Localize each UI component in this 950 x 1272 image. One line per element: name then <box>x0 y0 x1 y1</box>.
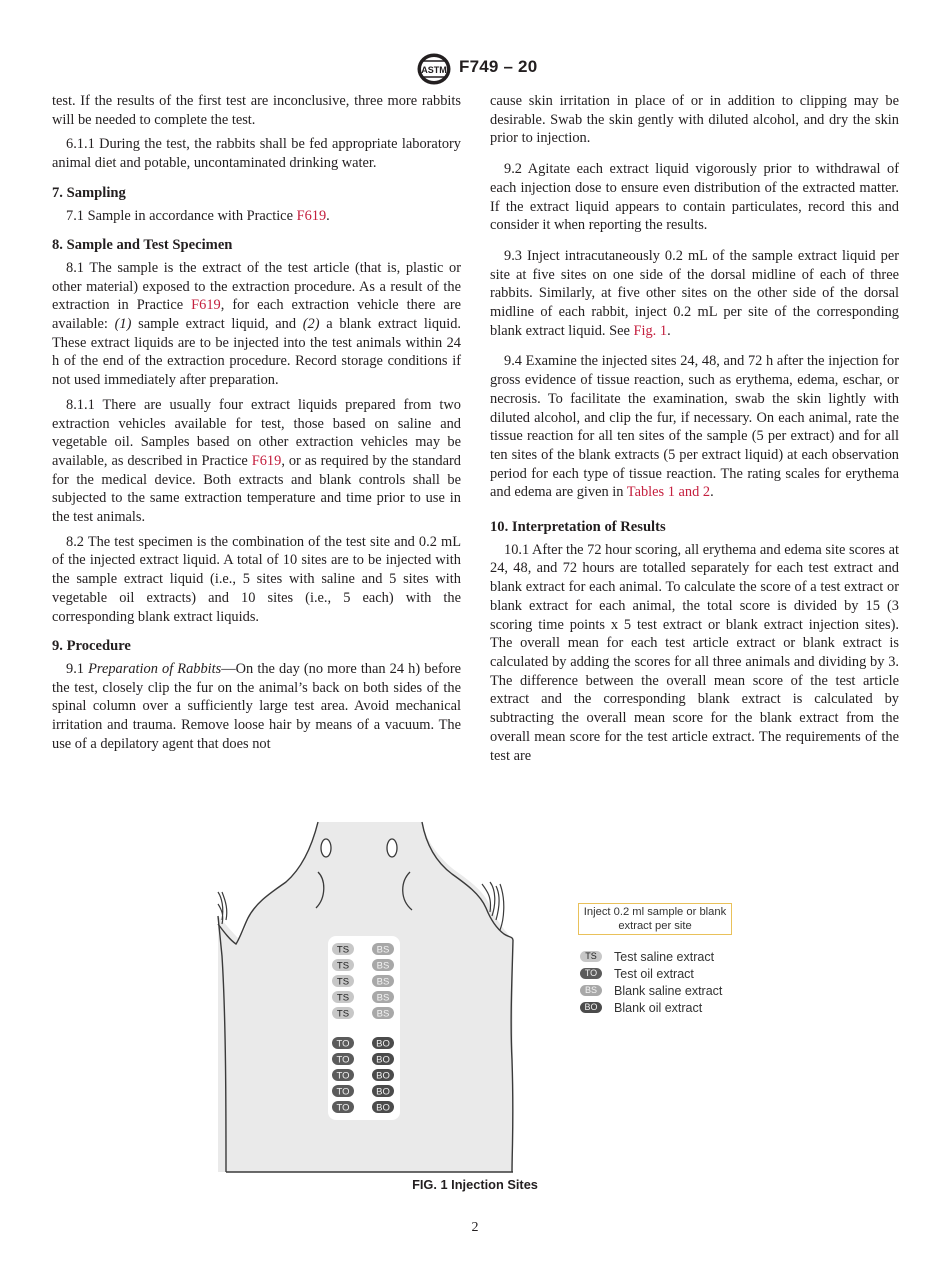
legend-item <box>580 982 722 999</box>
site-label: BS <box>376 944 390 956</box>
link-fig-1[interactable]: Fig. 1 <box>633 322 668 339</box>
left-eye-icon <box>321 839 331 857</box>
heading-10-interpretation: 10. Interpretation of Results <box>490 519 666 536</box>
legend-label: Test oil extract <box>614 966 694 981</box>
paragraph-8-1-1: 8.1.1 There are usually four extract liquids prepared from two extraction vehicles available for test, those based on saline and vegetable oil. Samples based on other extraction vehicles may be available, as described in Practice F619, or as required by the standard for the medical device. Both extracts and blank controls shall be subjected to the same extraction temperature and time prior to use in the test animals. <box>52 396 462 526</box>
paragraph-10-1: 10.1 After the 72 hour scoring, all erythema and edema site scores at 24, 48, and 72 hours are totalled separately for each test extract and blank extract for each animal. To calculate the score of a test extract or blank extract for each animal, the total score is divided by 15 (3 scoring time points x 5 test extract or blank extract injection sites). The overall mean for each test article extract or blank extract is calculated by adding the scores for all three animals and dividing by 3. The difference between the overall mean score of the test article extract and the corresponding blank extract is calculated by subtracting the overall mean score for the blank extract from the overall mean score for the test article extract. The requirements of the test are <box>490 541 899 764</box>
page-header <box>0 52 950 86</box>
site-label: TS <box>336 992 350 1004</box>
legend-swatch: BO <box>580 1002 602 1013</box>
paragraph-6-1-cont: test. If the results of the first test are inconclusive, three more rabbits will be needed to complete the test. <box>52 93 461 128</box>
site-label: BS <box>376 960 390 972</box>
legend-item <box>580 965 722 982</box>
document-designation: F749 – 20 <box>459 57 538 76</box>
legend-swatch: TO <box>580 968 602 979</box>
paragraph-9-1: 9.1 Preparation of Rabbits—On the day (no more than 24 h) before the test, closely clip the fur on the animal’s back on both sides of the spinal column over a sufficiently large test area. Avoid mechanical irritation and trauma. Remove loose hair by means of a vacuum. The use of a depilatory agent that does not <box>52 660 461 752</box>
site-label: BS <box>376 1008 390 1020</box>
legend-swatch: BS <box>580 985 602 996</box>
heading-7-sampling: 7. Sampling <box>52 184 126 201</box>
site-label: TO <box>336 1038 350 1050</box>
legend-item <box>580 999 722 1016</box>
site-label: BO <box>376 1054 390 1066</box>
site-label: BO <box>376 1102 390 1114</box>
link-f619[interactable]: F619 <box>251 452 282 469</box>
right-eye-icon <box>387 839 397 857</box>
figure-legend <box>580 948 722 1016</box>
right-column <box>490 92 899 771</box>
site-label: BO <box>376 1070 390 1082</box>
paragraph-8-1: 8.1 The sample is the extract of the test article (that is, plastic or other material) exposed to the extraction procedure. As a result of the extraction in Practice F619, for each extraction vehicle there are available: (1) sample extract liquid, and (2) a blank extract liquid. These extract liquids are to be injected into the test animals within 24 h of the end of the extraction procedure. Record storage conditions if not used immediately after preparation. <box>52 259 462 389</box>
link-tables-1-2[interactable]: Tables 1 and 2 <box>626 484 711 501</box>
site-label: BS <box>376 976 390 988</box>
legend-item <box>580 948 722 965</box>
site-label: TS <box>336 1008 350 1020</box>
astm-logo-icon <box>416 52 452 86</box>
site-label: TS <box>336 944 350 956</box>
site-label: BO <box>376 1086 390 1098</box>
site-label: TO <box>336 1070 350 1082</box>
heading-9-procedure: 9. Procedure <box>52 638 131 655</box>
legend-label: Blank saline extract <box>614 983 723 998</box>
paragraph-6-1-1: 6.1.1 During the test, the rabbits shall be fed appropriate laboratory animal diet and potable, uncontaminated drinking water. <box>52 136 461 172</box>
link-f619[interactable]: F619 <box>296 207 327 224</box>
site-label: TO <box>336 1086 350 1098</box>
link-f619[interactable]: F619 <box>191 297 221 314</box>
paragraph-9-1-cont: cause skin irritation in place of or in addition to clipping may be desirable. Swab the skin gently with diluted alcohol, and dry the skin prior to injection. <box>490 93 899 147</box>
heading-8-sample-test-specimen: 8. Sample and Test Specimen <box>52 237 233 254</box>
injection-note: Inject 0.2 ml sample or blank extract per site <box>578 903 732 935</box>
paragraph-9-3: 9.3 Inject intracutaneously 0.2 mL of the sample extract liquid per site at five sites on one side of the dorsal midline of each of three rabbits. Similarly, at five other sites on the other side of the dorsal midline of each rabbit, inject 0.2 mL per site of the corresponding blank extract liquid. See Fig. 1. <box>490 247 899 339</box>
logo-text: ASTM <box>421 65 447 75</box>
site-label: BS <box>376 992 390 1004</box>
site-label: TO <box>336 1054 350 1066</box>
paragraph-7-1: 7.1 Sample in accordance with Practice F619. <box>66 207 330 224</box>
page-number: 2 <box>471 1220 479 1235</box>
site-label: TS <box>336 960 350 972</box>
left-column <box>52 92 461 760</box>
paragraph-9-2: 9.2 Agitate each extract liquid vigorously prior to withdrawal of each injection dose to ensure even distribution of the extracted matter. If the extract liquid appears to contain particulates, record this and consider it when reporting the results. <box>490 161 899 234</box>
site-label: TS <box>336 976 350 988</box>
figure-caption: FIG. 1 Injection Sites <box>412 1177 538 1192</box>
site-label: TO <box>336 1102 350 1114</box>
paragraph-8-2: 8.2 The test specimen is the combination of the test site and 0.2 mL of the injected extract liquid. A total of 10 sites are to be injected with the sample extract liquid (i.e., 5 sites with saline and 5 sites with vegetable oil extracts) and 10 sites (i.e., 5 each) with the corresponding blank extract liquids. <box>52 533 461 625</box>
legend-label: Blank oil extract <box>614 1000 703 1015</box>
legend-label: Test saline extract <box>614 949 715 964</box>
legend-swatch: TS <box>580 951 602 962</box>
paragraph-9-4: 9.4 Examine the injected sites 24, 48, and 72 h after the injection for gross evidence of tissue reaction, such as erythema, edema, eschar, or necrosis. To facilitate the examination, swab the skin lightly with diluted alcohol, and clip the fur, if necessary. On each animal, rate the tissue reaction for all ten sites of the sample (5 per extract) and for all ten sites of the blank extracts (5 per extract liquid) at each observation period for each type of tissue reaction. The rating scales for erythema and edema are given in Tables 1 and 2. <box>490 353 899 501</box>
site-label: BO <box>376 1038 390 1050</box>
